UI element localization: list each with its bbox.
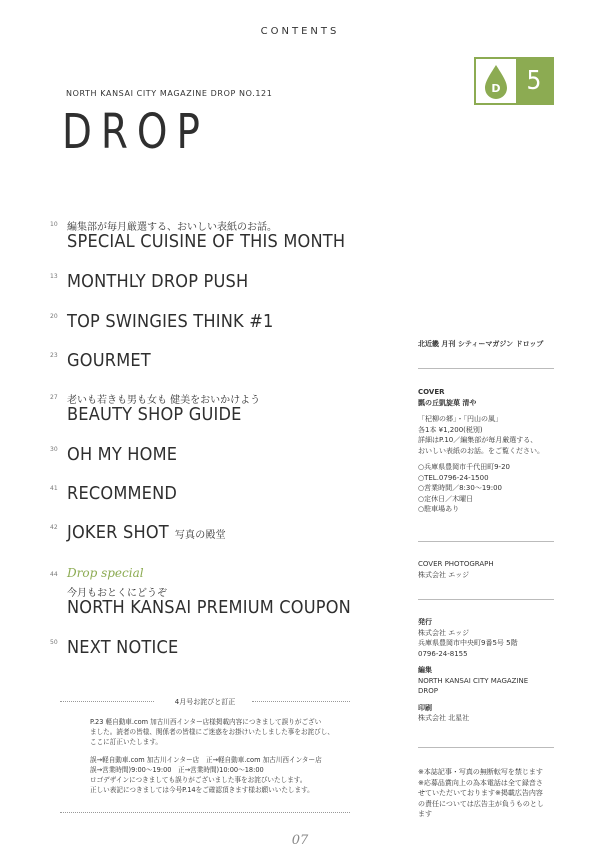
notice-body	[90, 717, 360, 795]
toc-sub: 今月もおとくにどうぞ	[67, 588, 167, 599]
toc-page: 27	[50, 394, 58, 401]
toc-title: TOP SWINGIES THINK #1	[67, 311, 274, 332]
toc-title: SPECIAL CUISINE OF THIS MONTH	[67, 231, 346, 252]
toc-note: 写真の殿堂	[174, 530, 226, 541]
page-number: 07	[291, 833, 309, 848]
sidebar-photo: COVER PHOTOGRAPH 株式会社 エッジ	[418, 560, 494, 579]
issue-badge	[474, 57, 554, 105]
issue-number: 5	[516, 59, 552, 103]
notice-line: 誤→営業時間)9:00〜19:00 正→営業時間)10:00〜18:00	[90, 766, 264, 774]
toc-title: NEXT NOTICE	[67, 637, 179, 658]
toc-page: 41	[50, 485, 58, 492]
drop-logo	[476, 59, 516, 103]
toc-page: 30	[50, 446, 58, 453]
sidebar-publisher: 発行 株式会社 エッジ 兵庫県豊岡市中央町9番5号 5階 0796-24-8155 編集 NORTH KANSAI CITY MAGAZINE DROP 印刷 株式会社 北星社	[418, 618, 529, 722]
sidebar-legal: ※本誌記事・写真の無断転写を禁じます ※応募品賞向上の為本電話は全て録音さ せていただいております※掲載広告内容 の責任については広告主が負うものとし ます	[418, 768, 544, 818]
drop-letter: D	[491, 82, 501, 95]
section-label: CONTENTS	[260, 26, 340, 37]
toc-title: JOKER SHOT	[67, 522, 169, 543]
notice-divider-right	[252, 701, 350, 702]
sidebar-magazine-jp: 北近畿 月刊 シティーマガジン ドロップ	[418, 340, 544, 348]
toc-page: 42	[50, 524, 58, 531]
toc-title: RECOMMEND	[67, 483, 178, 504]
magazine-title: DROP	[62, 104, 209, 160]
toc-sub: 老いも若きも男も女も 健美をおいかけよう	[67, 395, 261, 406]
toc-page: 44	[50, 571, 58, 578]
toc-title: OH MY HOME	[67, 444, 178, 465]
sidebar-cover: COVER 瓢の丘凱旋菓 清や 「杞柳の郷」・「円山の風」 各1本 ¥1,200(税別) 詳細はP.10／編集部が毎月厳選する、 おいしい表紙のお話。をご覧ください。 ○兵庫県豊岡市千代田町9-20 ○TEL.0796-24-1500 ○営業時間／8:30〜19:00 ○定休日／木曜日 ○駐車場あり	[418, 388, 544, 513]
notice-line: 誤→軽自動車.com 加古川インター店 正→軽自動車.com 加古川西インター店	[90, 756, 322, 764]
toc-page: 23	[50, 352, 58, 359]
notice-title: 4月号お詫びと訂正	[174, 698, 236, 706]
toc-page: 20	[50, 313, 58, 320]
toc-title-row	[67, 522, 226, 543]
notice-divider-bottom	[60, 812, 350, 813]
toc-script: Drop special	[67, 566, 144, 580]
magazine-subtitle: NORTH KANSAI CITY MAGAZINE DROP NO.121	[66, 89, 273, 98]
toc-title: NORTH KANSAI PREMIUM COUPON	[67, 597, 351, 618]
notice-line: ました。読者の皆様、関係者の皆様にご迷惑をお掛けいたしました事をお詫びし、	[90, 728, 334, 736]
toc-sub: 編集部が毎月厳選する、おいしい表紙のお話。	[67, 222, 277, 233]
sidebar-divider	[418, 368, 554, 369]
toc-page: 50	[50, 639, 58, 646]
notice-line: P.23 軽自動車.com 加古川西インター店様掲載内容につきまして誤りがござい	[90, 718, 322, 726]
notice-line: ここに訂正いたします。	[90, 738, 163, 746]
toc-page: 10	[50, 221, 58, 228]
notice-line: ロゴデザインにつきましても誤りがございました事をお詫びいたします。	[90, 776, 307, 784]
toc-title: MONTHLY DROP PUSH	[67, 271, 249, 292]
sidebar-divider	[418, 747, 554, 748]
toc-title: BEAUTY SHOP GUIDE	[67, 404, 242, 425]
toc-page: 13	[50, 273, 58, 280]
sidebar-divider	[418, 599, 554, 600]
sidebar-divider	[418, 541, 554, 542]
drop-icon	[476, 59, 516, 103]
toc-title: GOURMET	[67, 350, 151, 371]
notice-line: 正しい表記につきましては今号P.14をご確認頂きます様お願いいたします。	[90, 786, 314, 794]
